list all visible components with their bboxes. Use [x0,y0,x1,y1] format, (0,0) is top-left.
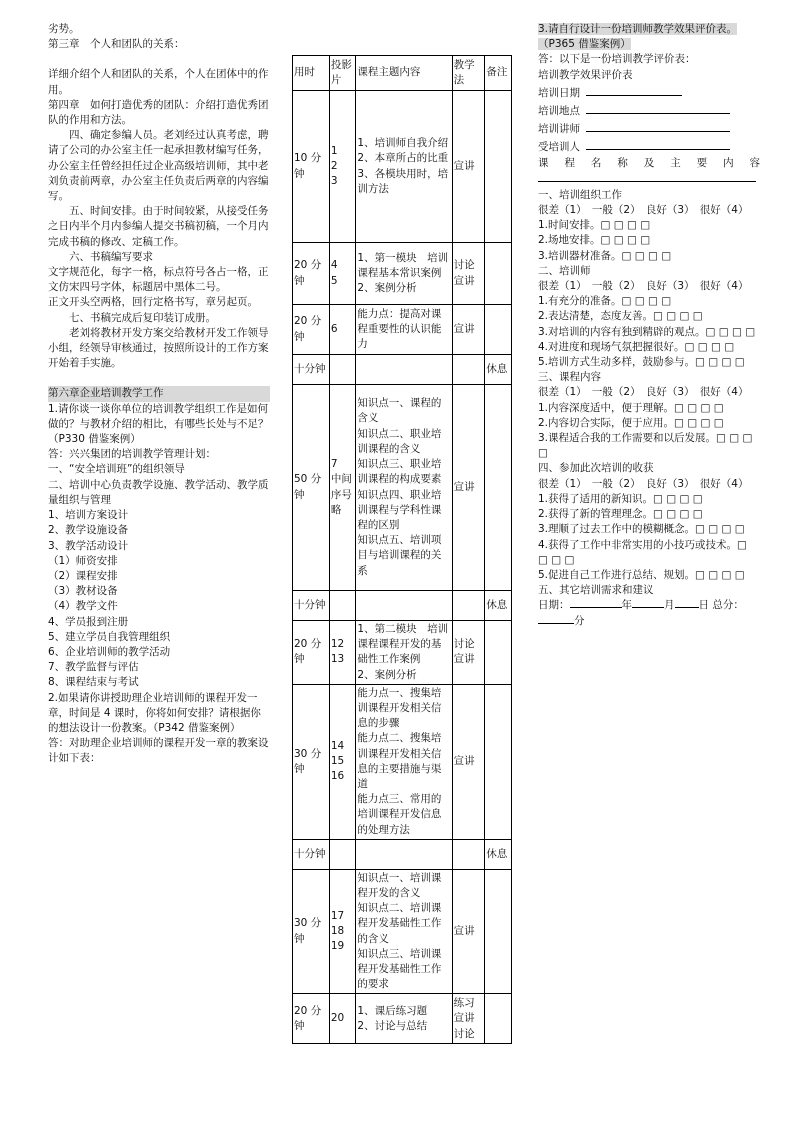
left-paragraph: 1、培训方案设计 [48,509,129,522]
left-paragraph: 4、学员报到注册 [48,615,129,628]
field-blank[interactable] [586,83,682,96]
rating-item[interactable]: 2.表达清楚，态度友善。□ □ □ □ [538,310,703,323]
left-paragraph: 老刘将教材开发方案交给教材开发工作领导小组，经领导审核通过，按照所设计的工作方案开始着手实施。 [48,326,269,370]
cell-time: 30 分钟 [293,684,330,839]
form-field [538,101,760,119]
cell-time: 10 分钟 [293,91,330,243]
right-column [538,22,760,629]
rating-item[interactable]: 1.有充分的准备。□ □ □ □ [538,295,672,308]
left-paragraph: 1.请你谈一谈你单位的培训教学组织工作是如何做的？与教材介绍的相比，有哪些长处与不足？（P330 借鉴案例） [48,402,269,446]
course-header-char: 程 [564,156,575,169]
left-paragraph: 2.如果请你讲授助理企业培训师的课程开发一章，时间是 4 课时，你将如何安排？请根据你的想法设计一份教案。（P342 借鉴案例） [48,691,261,734]
cell-note: 休息 [485,839,512,869]
table-row [293,994,512,1044]
cell-time: 50 分钟 [293,385,330,591]
cell-content: 知识点一、培训课程开发的含义 知识点二、培训课程开发基础性工作的含义 知识点三、培训课程开发基础性工作的要求 [356,869,452,994]
left-paragraph: 7、教学监督与评估 [48,661,139,674]
date-label: 日期： [538,599,570,612]
lesson-plan-table [292,55,512,1044]
evaluation-sections [538,188,760,583]
header-content: 课程主题内容 [356,56,452,91]
blank-points[interactable] [538,623,574,624]
left-paragraph: 6、企业培训师的教学活动 [48,645,171,658]
cell-time: 十分钟 [293,839,330,869]
cell-content: 1、第一模块 培训课程基本常识案例 2、案例分析 [356,243,452,305]
section-title: 二、培训师 [538,264,591,277]
rating-item[interactable]: 3.培训器材准备。□ □ □ □ [538,249,672,262]
cell-note [485,869,512,994]
left-paragraph: 二、培训中心负责教学设施、教学活动、教学质量组织与管理 [48,478,269,506]
field-label: 培训地点 [538,105,580,118]
rating-item[interactable]: 2.内容切合实际，便于应用。□ □ □ □ [538,416,724,429]
rating-scale: 很差（1） 一般（2） 良好（3） 很好（4） [538,204,749,217]
table-row [293,305,512,355]
cell-note [485,994,512,1044]
left-paragraph: （3）教材设备 [48,585,118,598]
form-field [538,83,760,101]
rating-scale: 很差（1） 一般（2） 良好（3） 很好（4） [538,386,749,399]
rating-item[interactable]: 4.对进度和现场气氛把握很好。□ □ □ □ [538,340,735,353]
cell-slides: 4 5 [329,243,356,305]
cell-time: 20 分钟 [293,994,330,1044]
table-header-row [293,56,512,91]
left-paragraph: 五、时间安排。由于时间较紧，从接受任务之日内半个月内参编人提交书稿初稿，一个月内完成书稿的修改、定稿工作。 [48,205,269,248]
header-time: 用时 [293,56,330,91]
course-header-char: 名 [590,156,602,169]
cell-slides: 17 18 19 [329,869,356,994]
field-blank[interactable] [586,137,730,150]
section-title: 四、参加此次培训的收获 [538,462,654,475]
cell-note: 休息 [485,355,512,385]
rating-item[interactable]: 2.获得了新的管理理念。□ □ □ □ [538,508,703,521]
question-title: 3.请自行设计一份培训师教学效果评价表。（P365 借鉴案例） [538,23,738,51]
table-row [293,621,512,685]
field-label: 培训日期 [538,86,580,99]
cell-content: 1、培训师自我介绍 2、本章所占的比重 3、各模块用时，培训方法 [356,91,452,243]
left-paragraph: 8、课程结束与考试 [48,676,139,689]
cell-content [356,839,452,869]
cell-content [356,355,452,385]
left-paragraph: （1）师资安排 [48,554,118,567]
course-header-char: 及 [643,156,655,169]
left-paragraph: 详细介绍个人和团队的关系，个人在团体中的作用。 [48,68,269,96]
course-header-char: 容 [749,156,760,169]
table-row [293,355,512,385]
cell-slides: 20 [329,994,356,1044]
rating-item[interactable]: 5.促进自己工作进行总结、规划。□ □ □ □ [538,568,745,581]
cell-slides [329,591,356,621]
table-row [293,869,512,994]
cell-method: 宣讲 [452,385,485,591]
chapter-heading: 第六章企业培训教学工作 [48,386,270,401]
header-slides: 投影片 [329,56,356,91]
table-body [293,91,512,1044]
cell-slides: 12 13 [329,621,356,685]
rating-item[interactable]: 1.获得了适用的新知识。□ □ □ □ [538,492,703,505]
cell-slides: 1 2 3 [329,91,356,243]
section-title: 一、培训组织工作 [538,188,622,201]
middle-column [292,55,512,1044]
rating-item[interactable]: 4.获得了工作中非常实用的小技巧或技术。□ □ □ □ [538,538,747,566]
cell-slides: 7 中间序号略 [329,385,356,591]
left-paragraph: （4）教学文件 [48,600,118,613]
field-blank[interactable] [586,119,730,132]
course-header-char: 课 [538,156,549,169]
cell-note [485,91,512,243]
cell-method [452,591,485,621]
total-label: 总分： [712,599,744,612]
other-section: 五、其它培训需求和建议 [538,584,654,597]
points-label: 分 [574,614,585,627]
course-header-char: 主 [670,156,681,169]
table-row [293,385,512,591]
rating-scale: 很差（1） 一般（2） 良好（3） 很好（4） [538,280,749,293]
rating-item[interactable]: 3.理顺了过去工作中的模糊概念。□ □ □ □ [538,523,745,536]
rating-item[interactable]: 2.场地安排。□ □ □ □ [538,234,651,247]
left-paragraph: 3、教学活动设计 [48,539,129,552]
left-paragraph: 六、书稿编写要求 [69,250,153,263]
rating-item[interactable]: 3.对培训的内容有独到精辟的观点。□ □ □ □ [538,325,756,338]
cell-method: 讨论宣讲 [452,243,485,305]
rating-item[interactable]: 3.课程适合我的工作需要和以后发展。□ □ □ □ [538,432,753,460]
cell-content [356,591,452,621]
cell-slides: 6 [329,305,356,355]
left-paragraph: 文字规范化，每字一格，标点符号各占一格，正文仿宋四号字体，标题居中黑体二号。 [48,266,269,294]
field-label: 受培训人 [538,141,580,154]
cell-method: 宣讲 [452,305,485,355]
cell-time: 20 分钟 [293,621,330,685]
cell-time: 十分钟 [293,355,330,385]
header-method: 教学法 [452,56,485,91]
cell-note [485,305,512,355]
left-paragraph: 正文开头空两格，回行定格书写，章另起页。 [48,296,258,309]
cell-content: 能力点一、搜集培训课程开发相关信息的步骤 能力点二、搜集培训课程开发相关信息的主要措施与渠道 能力点三、常用的培训课程开发信息的处理方法 [356,684,452,839]
left-paragraph: 七、书稿完成后复印装订成册。 [69,311,216,324]
course-header-char: 要 [696,156,708,169]
left-column [48,22,270,767]
rating-item[interactable]: 1.时间安排。□ □ □ □ [538,219,651,232]
cell-note [485,385,512,591]
header-note: 备注 [485,56,512,91]
cell-slides [329,355,356,385]
cell-time: 30 分钟 [293,869,330,994]
cell-method: 讨论宣讲 [452,621,485,685]
cell-time: 20 分钟 [293,305,330,355]
course-rule [538,171,756,182]
cell-slides: 14 15 16 [329,684,356,839]
cell-note [485,621,512,685]
table-row [293,684,512,839]
left-paragraph: 四、确定参编人员。老刘经过认真考虑，聘请了公司的办公室主任一起承担教材编写任务，办公室主任曾经担任过企业高级培训师，其中老刘负责前两章，办公室主任负责后两章的内容编写。 [48,129,269,203]
cell-method: 宣讲 [452,869,485,994]
cell-time: 20 分钟 [293,243,330,305]
date-line [538,598,760,613]
cell-content: 能力点：提高对课程重要性的认识能力 [356,305,452,355]
year-label: 年 [621,599,632,612]
day-label: 日 [698,599,709,612]
form-title: 培训教学效果评价表 [538,68,633,81]
table-row [293,243,512,305]
blank-year[interactable] [570,607,622,608]
spacer [48,52,270,67]
cell-content: 知识点一、课程的含义 知识点二、职业培训课程的含义 知识点三、职业培训课程的构成要素 知识点四、职业培训课程与学科性课程的区别 知识点五、培训项目与培训课程的关系 [356,385,452,591]
left-paragraph: （2）课程安排 [48,569,118,582]
table-row [293,91,512,243]
field-blank[interactable] [586,101,730,114]
course-header-char: 称 [617,156,628,169]
cell-method [452,355,485,385]
rating-item[interactable]: 5.培训方式生动多样，鼓励参与。□ □ □ □ [538,356,745,369]
rating-item[interactable]: 1.内容深度适中，便于理解。□ □ □ □ [538,401,724,414]
left-paragraph: 答：兴兴集团的培训教学管理计划： [48,448,216,461]
cell-method: 宣讲 [452,684,485,839]
course-header-char: 内 [723,156,734,169]
left-paragraph: 一、“安全培训班”的组织领导 [48,463,185,476]
month-label: 月 [664,599,675,612]
left-paragraph: 5、建立学员自我管理组织 [48,630,171,643]
form-field [538,137,760,155]
table-row [293,839,512,869]
cell-method: 练习宣讲讨论 [452,994,485,1044]
table-row [293,591,512,621]
left-paragraph: 答：对助理企业培训师的课程开发一章的教案设计如下表： [48,737,269,765]
section-title: 三、课程内容 [538,371,601,384]
course-header [538,156,760,171]
left-paragraph: 第三章 个人和团队的关系： [48,38,185,51]
cell-note [485,243,512,305]
cell-note: 休息 [485,591,512,621]
blank-day[interactable] [675,607,699,608]
cell-method: 宣讲 [452,91,485,243]
left-paragraph: 2、教学设施设备 [48,524,129,537]
form-field [538,119,760,137]
cell-slides [329,839,356,869]
points-line [538,614,760,629]
left-paragraph: 劣势。 [48,23,80,35]
form-fields [538,83,760,156]
cell-content: 1、课后练习题 2、讨论与总结 [356,994,452,1044]
field-label: 培训讲师 [538,123,580,136]
spacer [48,371,270,386]
cell-content: 1、第二模块 培训课程课程开发的基础性工作案例 2、案例分析 [356,621,452,685]
answer-intro: 答：以下是一份培训教学评价表： [538,53,696,66]
rating-scale: 很差（1） 一般（2） 良好（3） 很好（4） [538,477,749,490]
cell-time: 十分钟 [293,591,330,621]
cell-method [452,839,485,869]
cell-note [485,684,512,839]
blank-month[interactable] [632,607,664,608]
left-paragraph: 第四章 如何打造优秀的团队：介绍打造优秀团队的作用和方法。 [48,98,269,127]
